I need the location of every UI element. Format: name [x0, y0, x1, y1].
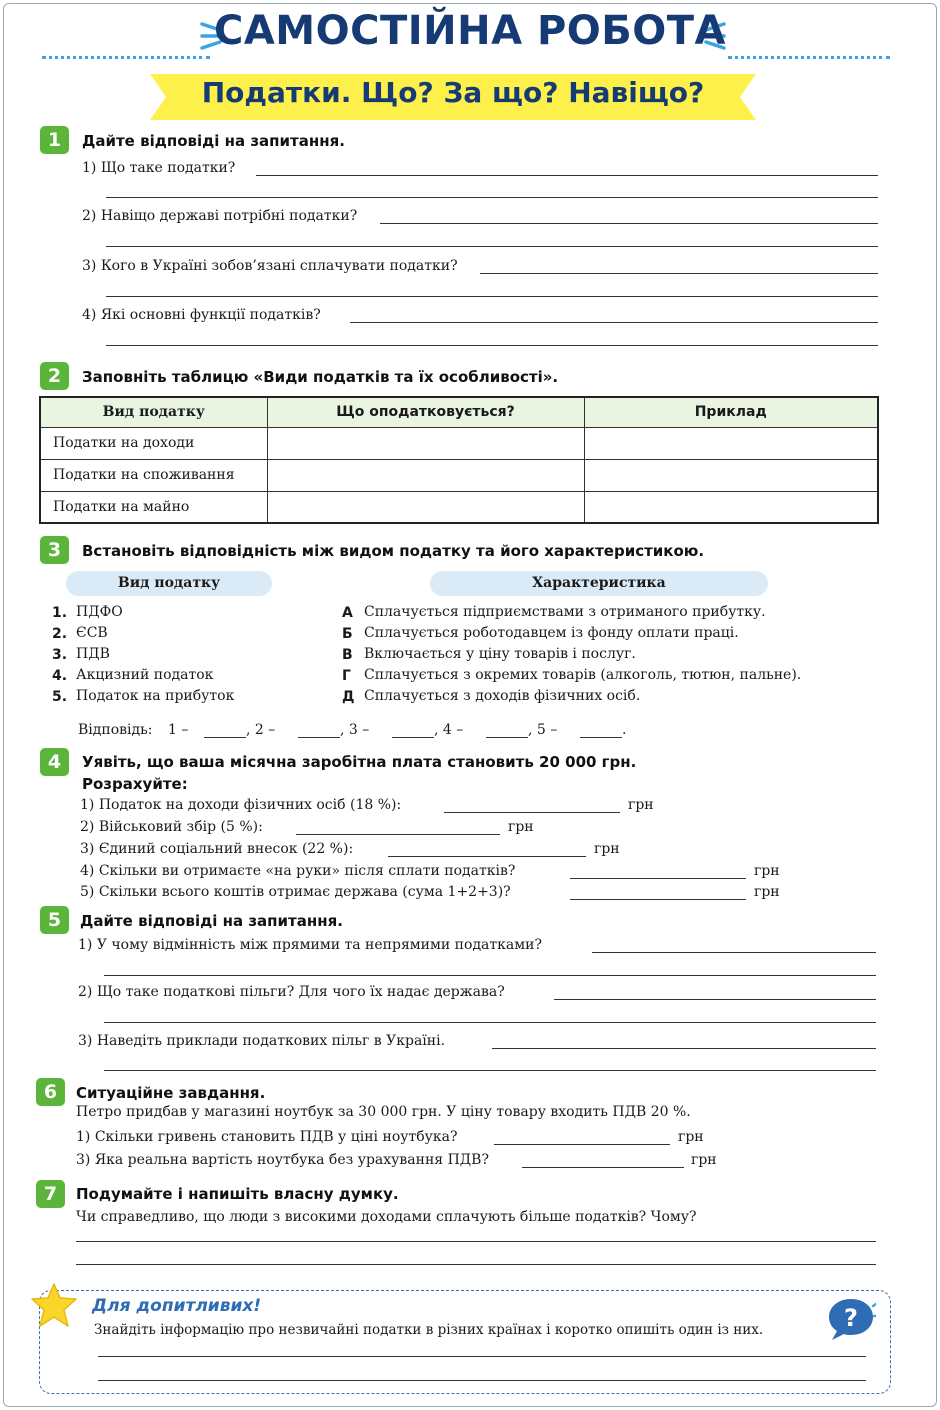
task-number-badge: 7 — [36, 1180, 65, 1208]
list-item-number: 2. — [52, 626, 68, 642]
list-item: Сплачується роботодавцем із фонду оплати праці. — [364, 625, 739, 641]
list-item: Податок на прибуток — [76, 688, 235, 704]
row-label: Податки на майно — [40, 491, 267, 523]
table-cell-input[interactable] — [584, 459, 878, 491]
answer-line[interactable] — [106, 197, 878, 198]
table-row — [40, 459, 878, 491]
answer-line[interactable] — [492, 1048, 876, 1049]
answer-line[interactable] — [104, 1070, 876, 1071]
list-item-number: 5. — [52, 689, 68, 705]
answer-line[interactable] — [104, 1022, 876, 1023]
list-item-letter: Б — [342, 626, 353, 642]
list-item-number: 3. — [52, 647, 68, 663]
answer-line[interactable] — [380, 223, 878, 224]
answer-blank[interactable] — [570, 899, 746, 900]
answer-line[interactable] — [106, 345, 878, 346]
task-heading: Заповніть таблицю «Види податків та їх особливості». — [82, 368, 559, 386]
answer-part: 1 – — [168, 722, 189, 738]
left-column-header: Вид податку — [66, 571, 272, 596]
table-row — [40, 427, 878, 459]
answer-line[interactable] — [76, 1264, 876, 1265]
answer-line[interactable] — [480, 273, 878, 274]
question: Чи справедливо, що люди з високими доходами сплачують більше податків? Чому? — [76, 1209, 697, 1225]
calc-item: 3) Яка реальна вартість ноутбука без урахування ПДВ? — [76, 1152, 489, 1168]
answer-line[interactable] — [592, 952, 876, 953]
answer-blank[interactable] — [298, 737, 340, 738]
svg-text:?: ? — [844, 1304, 858, 1332]
answer-line[interactable] — [554, 999, 876, 1000]
task-heading: Подумайте і напишіть власну думку. — [76, 1185, 399, 1203]
task-number-badge: 4 — [40, 748, 69, 776]
answer-line[interactable] — [350, 322, 878, 323]
answer-line[interactable] — [106, 246, 878, 247]
curious-text: Знайдіть інформацію про незвичайні податки в різних країнах і коротко опишіть один із них. — [94, 1322, 764, 1338]
list-item-letter: А — [342, 605, 353, 621]
task-number-badge: 1 — [40, 126, 69, 154]
column-header: Приклад — [584, 397, 878, 427]
calc-item: 1) Скільки гривень становить ПДВ у ціні ноутбука? — [76, 1129, 458, 1145]
table-cell-input[interactable] — [267, 427, 584, 459]
answer-blank[interactable] — [522, 1167, 684, 1168]
row-label: Податки на споживання — [40, 459, 267, 491]
answer-line[interactable] — [106, 296, 878, 297]
column-header: Вид податку — [40, 397, 267, 427]
table-header-row — [40, 397, 878, 427]
list-item: Сплачується підприємствами з отриманого прибутку. — [364, 604, 766, 620]
answer-line[interactable] — [98, 1380, 866, 1381]
curious-heading: Для допитливих! — [92, 1296, 262, 1316]
answer-line[interactable] — [76, 1241, 876, 1242]
task-intro: Петро придбав у магазині ноутбук за 30 000 грн. У ціну товару входить ПДВ 20 %. — [76, 1104, 691, 1120]
answer-line[interactable] — [256, 175, 878, 176]
tax-types-table — [39, 396, 879, 524]
answer-part: , 4 – — [434, 722, 464, 738]
question: 1) Що таке податки? — [82, 160, 236, 176]
question-bubble-icon — [826, 1296, 876, 1342]
answer-blank[interactable] — [204, 737, 246, 738]
page-subtitle: Податки. Що? За що? Навіщо? — [201, 76, 705, 109]
answer-part: . — [622, 722, 627, 738]
list-item: ПДВ — [76, 646, 110, 662]
question: 1) У чому відмінність між прямими та непрямими податками? — [78, 937, 542, 953]
answer-part: , 5 – — [528, 722, 558, 738]
list-item: Сплачується з доходів фізичних осіб. — [364, 688, 641, 704]
table-cell-input[interactable] — [267, 459, 584, 491]
task-subheading: Розрахуйте: — [82, 775, 188, 793]
answer-blank[interactable] — [486, 737, 528, 738]
task-heading: Дайте відповіді на запитання. — [82, 132, 345, 150]
list-item: ПДФО — [76, 604, 123, 620]
list-item: ЄСВ — [76, 625, 108, 641]
task-number-badge: 2 — [40, 362, 69, 390]
table-cell-input[interactable] — [584, 427, 878, 459]
unit-label: грн — [628, 797, 654, 813]
task-heading: Дайте відповіді на запитання. — [80, 912, 343, 930]
answer-part: , 3 – — [340, 722, 370, 738]
title-dotted-line — [728, 56, 890, 59]
task-number-badge: 3 — [40, 536, 69, 564]
answer-part: , 2 – — [246, 722, 276, 738]
unit-label: грн — [678, 1129, 704, 1145]
question: 4) Які основні функції податків? — [82, 307, 321, 323]
calc-item: 3) Єдиний соціальний внесок (22 %): — [80, 841, 354, 857]
answer-blank[interactable] — [388, 856, 586, 857]
task-number-badge: 5 — [40, 906, 69, 934]
list-item: Акцизний податок — [76, 667, 214, 683]
unit-label: грн — [508, 819, 534, 835]
table-row — [40, 491, 878, 523]
task-number-badge: 6 — [36, 1078, 65, 1106]
question: 2) Навіщо державі потрібні податки? — [82, 208, 358, 224]
answer-line[interactable] — [98, 1356, 866, 1357]
task-heading: Уявіть, що ваша місячна заробітна плата становить 20 000 грн. — [82, 753, 637, 771]
answer-blank[interactable] — [494, 1144, 670, 1145]
answer-blank[interactable] — [580, 737, 622, 738]
list-item: Включається у ціну товарів і послуг. — [364, 646, 636, 662]
unit-label: грн — [754, 884, 780, 900]
list-item-letter: Г — [342, 668, 351, 684]
right-column-header: Характеристика — [430, 571, 768, 596]
table-cell-input[interactable] — [267, 491, 584, 523]
list-item-number: 4. — [52, 668, 68, 684]
question: 3) Наведіть приклади податкових пільг в Україні. — [78, 1033, 446, 1049]
answer-blank[interactable] — [570, 878, 746, 879]
calc-item: 5) Скільки всього коштів отримає держава (сума 1+2+3)? — [80, 884, 511, 900]
question: 2) Що таке податкові пільги? Для чого їх надає держава? — [78, 984, 505, 1000]
answer-blank[interactable] — [392, 737, 434, 738]
unit-label: грн — [691, 1152, 717, 1168]
calc-item: 1) Податок на доходи фізичних осіб (18 %): — [80, 797, 402, 813]
row-label: Податки на доходи — [40, 427, 267, 459]
question: 3) Кого в Україні зобов’язані сплачувати податки? — [82, 258, 458, 274]
calc-item: 2) Військовий збір (5 %): — [80, 819, 263, 835]
answer-blank[interactable] — [444, 812, 620, 813]
task-heading: Встановіть відповідність між видом податку та його характеристикою. — [82, 542, 705, 560]
list-item-letter: Д — [342, 689, 355, 705]
answer-line[interactable] — [104, 975, 876, 976]
unit-label: грн — [594, 841, 620, 857]
list-item-letter: В — [342, 647, 353, 663]
title-dotted-line — [42, 56, 210, 59]
page-title: САМОСТІЙНА РОБОТА — [213, 8, 727, 54]
task-heading: Ситуаційне завдання. — [76, 1084, 266, 1102]
unit-label: грн — [754, 863, 780, 879]
list-item-number: 1. — [52, 605, 68, 621]
column-header: Що оподатковується? — [267, 397, 584, 427]
star-icon — [30, 1282, 78, 1328]
answer-label: Відповідь: — [78, 722, 153, 738]
list-item: Сплачується з окремих товарів (алкоголь, тютюн, пальне). — [364, 667, 802, 683]
answer-blank[interactable] — [296, 834, 500, 835]
table-cell-input[interactable] — [584, 491, 878, 523]
calc-item: 4) Скільки ви отримаєте «на руки» після сплати податків? — [80, 863, 516, 879]
